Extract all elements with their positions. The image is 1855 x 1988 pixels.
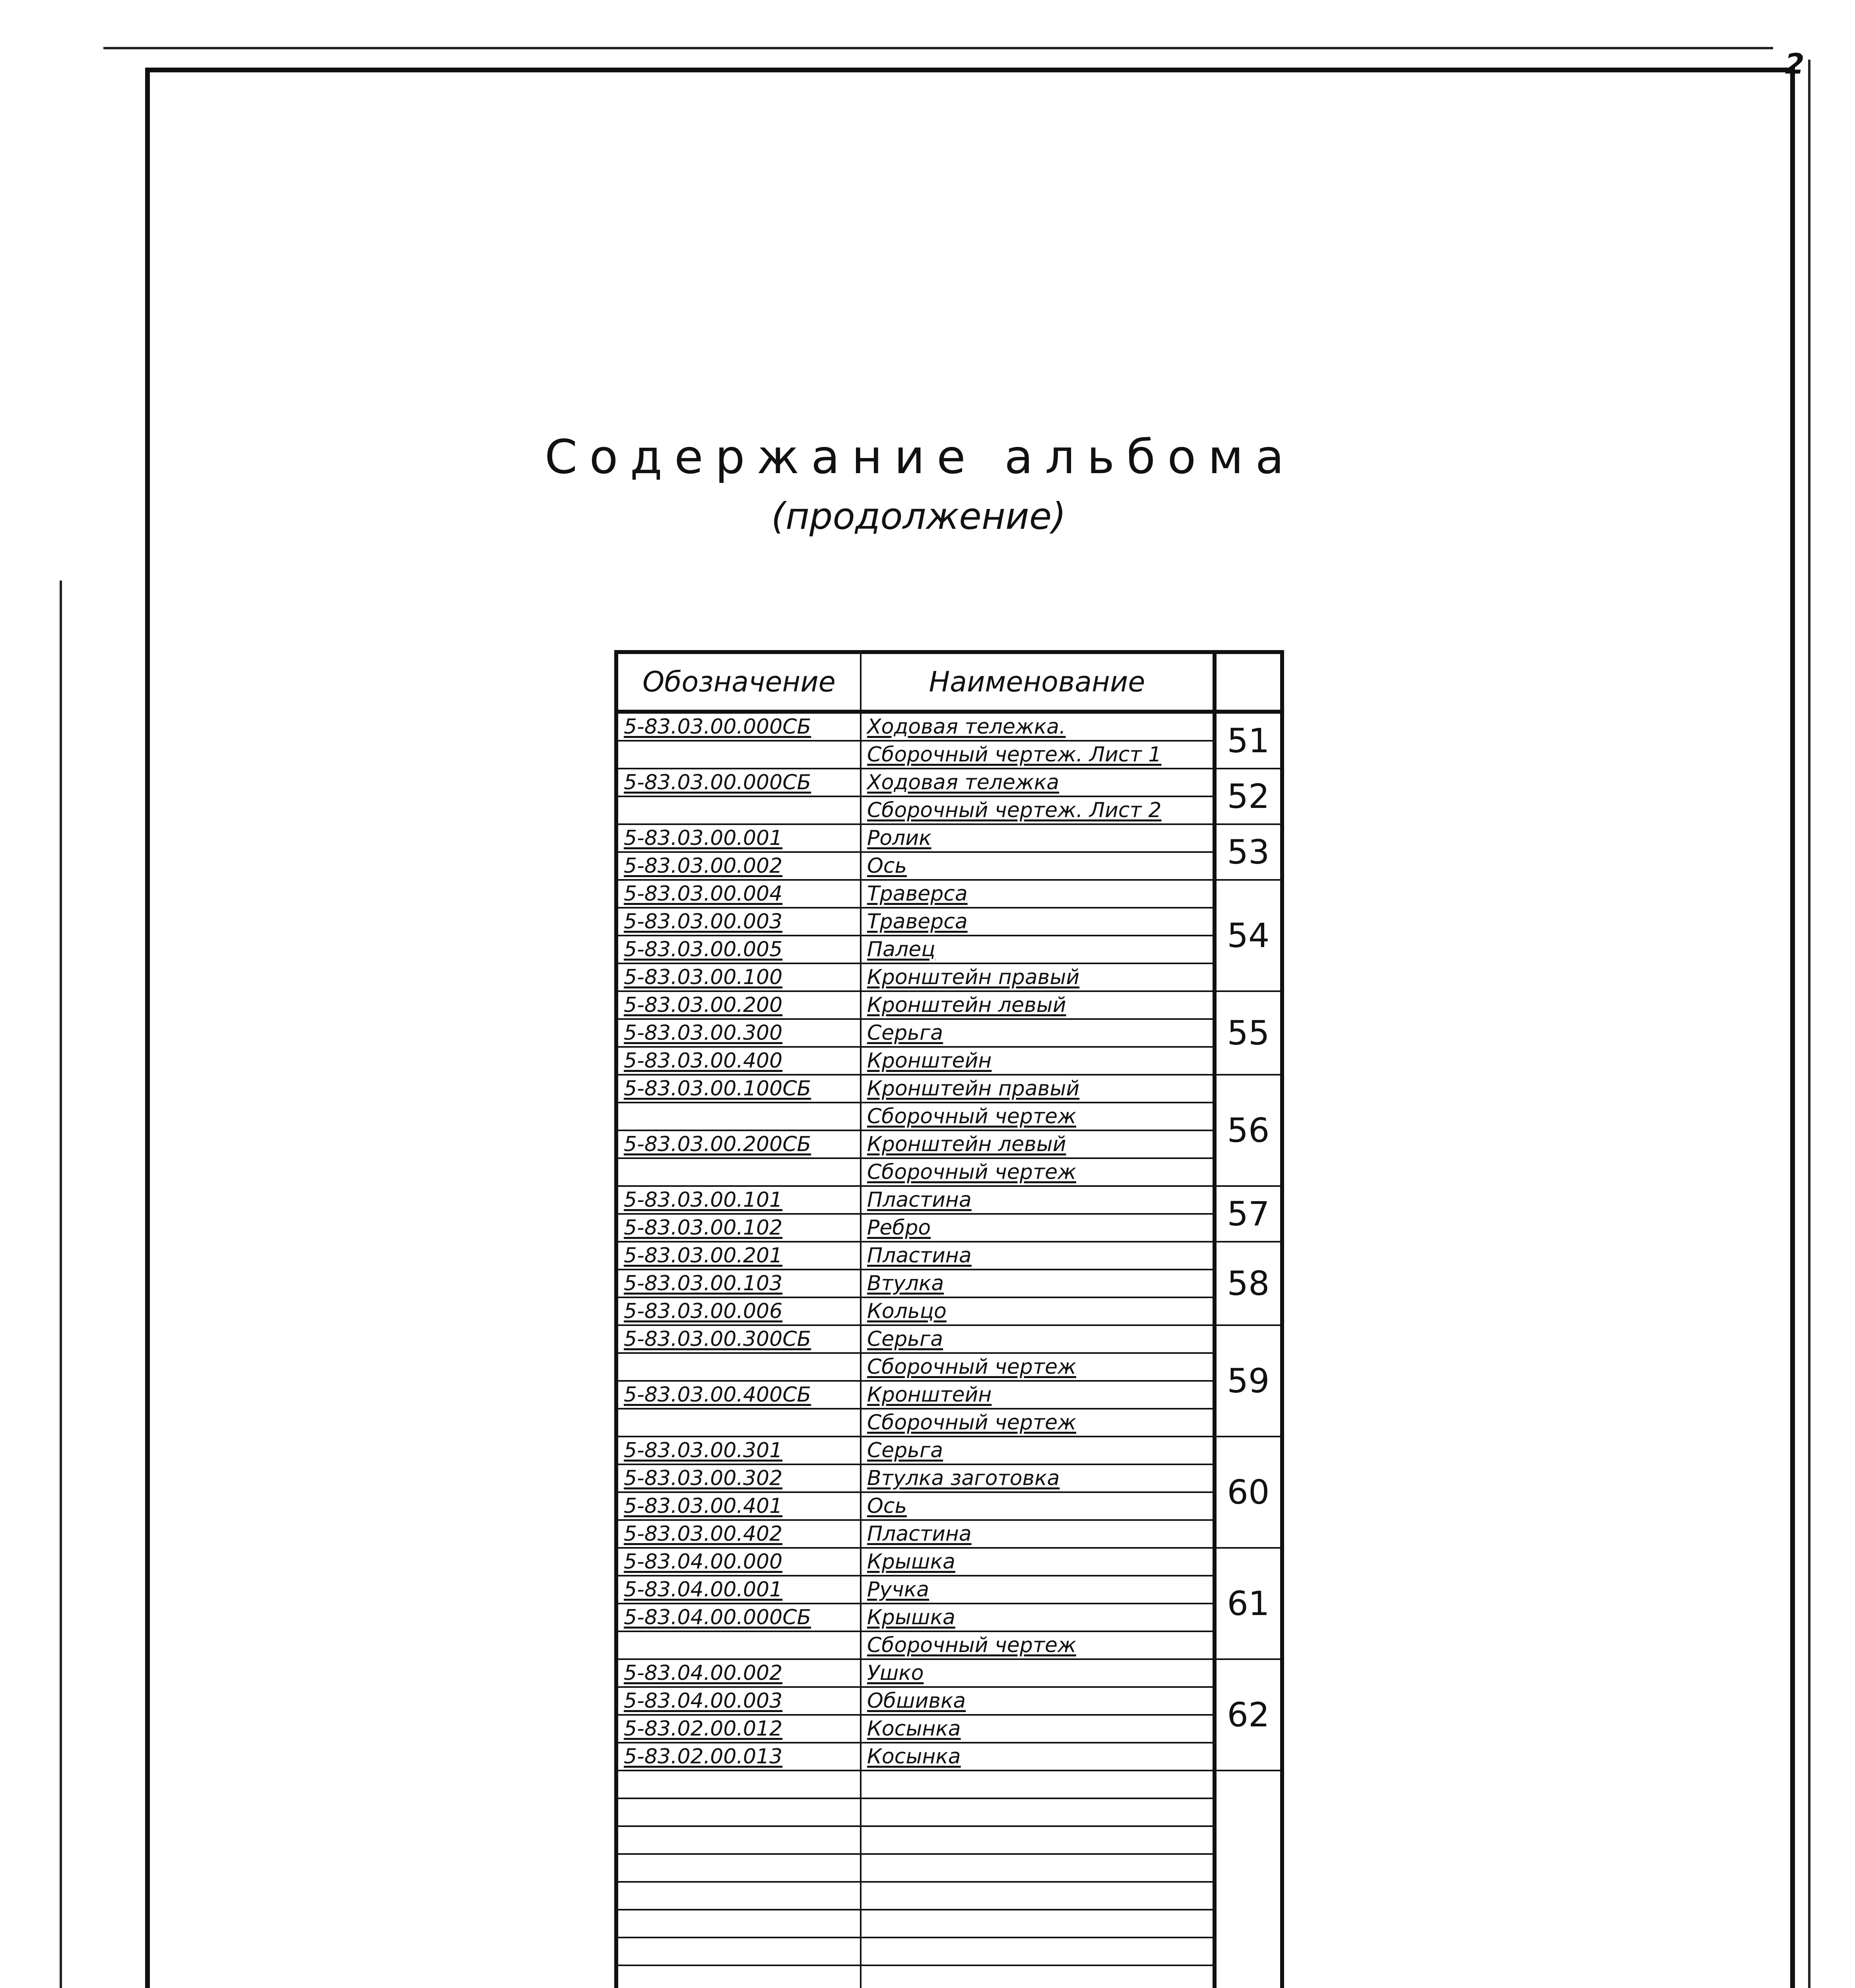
empty-cell <box>616 1798 861 1826</box>
row-sheet-number: 53 <box>1215 824 1282 880</box>
row-sheet-number: 51 <box>1215 712 1282 769</box>
empty-cell <box>861 1965 1215 1988</box>
table-row <box>616 824 1282 852</box>
table-row <box>616 1019 1282 1047</box>
table-row <box>616 1325 1282 1353</box>
row-name: Сборочный чертеж <box>861 1103 1215 1130</box>
row-sheet-number: 59 <box>1215 1325 1282 1437</box>
row-sheet-number: 58 <box>1215 1242 1282 1325</box>
row-name: Сборочный чертеж. Лист 2 <box>861 796 1215 824</box>
row-name: Ролик <box>861 824 1215 852</box>
empty-sheet-cell <box>1215 1771 1282 1988</box>
table-row <box>616 712 1282 741</box>
row-designation <box>616 796 861 824</box>
empty-row <box>616 1910 1282 1938</box>
top-edge-line <box>103 47 1773 49</box>
empty-row <box>616 1826 1282 1854</box>
table-row <box>616 1437 1282 1464</box>
table-row <box>616 1186 1282 1214</box>
empty-cell <box>861 1854 1215 1882</box>
table-row <box>616 1464 1282 1492</box>
row-name: Пластина <box>861 1520 1215 1548</box>
empty-cell <box>616 1882 861 1910</box>
table-row <box>616 991 1282 1019</box>
row-designation: 5-83.03.00.001 <box>616 824 861 852</box>
row-sheet-number: 56 <box>1215 1075 1282 1186</box>
row-designation: 5-83.03.00.100 <box>616 963 861 991</box>
album-subtitle: (продолжение) <box>771 495 1066 538</box>
row-designation: 5-83.03.00.402 <box>616 1520 861 1548</box>
row-sheet-number: 55 <box>1215 991 1282 1075</box>
table-row <box>616 1492 1282 1520</box>
right-edge-line <box>1808 60 1810 1988</box>
row-name: Кронштейн правый <box>861 963 1215 991</box>
row-name: Сборочный чертеж <box>861 1631 1215 1659</box>
header-name: Наименование <box>861 652 1215 712</box>
row-designation: 5-83.03.00.003 <box>616 908 861 936</box>
row-name: Крышка <box>861 1604 1215 1631</box>
row-sheet-number: 54 <box>1215 880 1282 991</box>
table-row <box>616 1604 1282 1631</box>
empty-cell <box>616 1826 861 1854</box>
row-name: Палец <box>861 936 1215 963</box>
empty-cell <box>861 1938 1215 1965</box>
row-designation: 5-83.02.00.013 <box>616 1743 861 1771</box>
row-designation <box>616 741 861 769</box>
table-header-row <box>616 652 1282 712</box>
table-row <box>616 1075 1282 1103</box>
table-row <box>616 1242 1282 1270</box>
row-name: Кронштейн левый <box>861 1130 1215 1158</box>
row-designation: 5-83.03.00.100СБ <box>616 1075 861 1103</box>
row-name: Траверса <box>861 908 1215 936</box>
row-name: Крышка <box>861 1548 1215 1576</box>
row-designation: 5-83.03.00.005 <box>616 936 861 963</box>
row-designation: 5-83.03.00.301 <box>616 1437 861 1464</box>
table-row <box>616 1381 1282 1409</box>
row-designation: 5-83.03.00.300 <box>616 1019 861 1047</box>
row-sheet-number: 57 <box>1215 1186 1282 1242</box>
table-row <box>616 1047 1282 1075</box>
row-name: Кольцо <box>861 1297 1215 1325</box>
row-designation: 5-83.04.00.000СБ <box>616 1604 861 1631</box>
row-designation <box>616 1353 861 1381</box>
empty-cell <box>861 1826 1215 1854</box>
table-row <box>616 908 1282 936</box>
row-designation: 5-83.03.00.006 <box>616 1297 861 1325</box>
table-row <box>616 1548 1282 1576</box>
header-designation: Обозначение <box>616 652 861 712</box>
empty-cell <box>861 1882 1215 1910</box>
empty-cell <box>861 1798 1215 1826</box>
table-row <box>616 1687 1282 1715</box>
contents-table <box>614 650 1284 1988</box>
row-designation: 5-83.03.00.400СБ <box>616 1381 861 1409</box>
row-designation: 5-83.03.00.200 <box>616 991 861 1019</box>
row-name: Ушко <box>861 1659 1215 1687</box>
table-row <box>616 1353 1282 1381</box>
table-row <box>616 963 1282 991</box>
header-sheet <box>1215 652 1282 712</box>
table-row <box>616 769 1282 796</box>
row-sheet-number: 61 <box>1215 1548 1282 1659</box>
table-row <box>616 880 1282 908</box>
table-row <box>616 1659 1282 1687</box>
row-designation: 5-83.03.00.002 <box>616 852 861 880</box>
table-row <box>616 852 1282 880</box>
empty-row <box>616 1938 1282 1965</box>
empty-cell <box>616 1965 861 1988</box>
page-number: 2 <box>1785 48 1805 80</box>
table-row <box>616 1130 1282 1158</box>
empty-cell <box>616 1910 861 1938</box>
empty-cell <box>616 1771 861 1798</box>
row-name: Пластина <box>861 1242 1215 1270</box>
row-designation: 5-83.03.00.103 <box>616 1270 861 1297</box>
row-name: Серьга <box>861 1019 1215 1047</box>
table-row <box>616 1409 1282 1437</box>
row-name: Ребро <box>861 1214 1215 1242</box>
row-name: Кронштейн <box>861 1381 1215 1409</box>
row-designation: 5-83.02.00.012 <box>616 1715 861 1743</box>
row-name: Ходовая тележка. <box>861 712 1215 741</box>
row-designation: 5-83.03.00.200СБ <box>616 1130 861 1158</box>
table-row <box>616 1631 1282 1659</box>
left-edge-line <box>60 580 62 1988</box>
row-name: Ручка <box>861 1576 1215 1604</box>
empty-row <box>616 1771 1282 1798</box>
row-name: Серьга <box>861 1325 1215 1353</box>
row-name: Сборочный чертеж <box>861 1409 1215 1437</box>
row-designation: 5-83.04.00.003 <box>616 1687 861 1715</box>
row-designation: 5-83.03.00.101 <box>616 1186 861 1214</box>
table-row <box>616 1158 1282 1186</box>
row-name: Ходовая тележка <box>861 769 1215 796</box>
row-designation: 5-83.04.00.000 <box>616 1548 861 1576</box>
row-designation: 5-83.04.00.001 <box>616 1576 861 1604</box>
row-name: Пластина <box>861 1186 1215 1214</box>
empty-cell <box>616 1938 861 1965</box>
table-row <box>616 1520 1282 1548</box>
row-name: Сборочный чертеж <box>861 1353 1215 1381</box>
row-designation <box>616 1409 861 1437</box>
row-name: Сборочный чертеж. Лист 1 <box>861 741 1215 769</box>
empty-cell <box>861 1910 1215 1938</box>
row-designation: 5-83.04.00.002 <box>616 1659 861 1687</box>
row-name: Серьга <box>861 1437 1215 1464</box>
table-row <box>616 1103 1282 1130</box>
row-name: Кронштейн правый <box>861 1075 1215 1103</box>
table-row <box>616 936 1282 963</box>
empty-row <box>616 1798 1282 1826</box>
row-designation: 5-83.03.00.004 <box>616 880 861 908</box>
row-designation <box>616 1631 861 1659</box>
row-name: Косынка <box>861 1743 1215 1771</box>
row-designation <box>616 1158 861 1186</box>
row-designation: 5-83.03.00.000СБ <box>616 769 861 796</box>
row-name: Сборочный чертеж <box>861 1158 1215 1186</box>
row-name: Кронштейн <box>861 1047 1215 1075</box>
table-row <box>616 796 1282 824</box>
row-name: Ось <box>861 852 1215 880</box>
empty-cell <box>861 1771 1215 1798</box>
row-designation: 5-83.03.00.201 <box>616 1242 861 1270</box>
row-designation: 5-83.03.00.400 <box>616 1047 861 1075</box>
empty-row <box>616 1965 1282 1988</box>
row-name: Втулка <box>861 1270 1215 1297</box>
row-designation: 5-83.03.00.401 <box>616 1492 861 1520</box>
empty-cell <box>616 1854 861 1882</box>
row-name: Кронштейн левый <box>861 991 1215 1019</box>
table-row <box>616 1715 1282 1743</box>
row-designation: 5-83.03.00.300СБ <box>616 1325 861 1353</box>
row-name: Косынка <box>861 1715 1215 1743</box>
row-designation: 5-83.03.00.000СБ <box>616 712 861 741</box>
row-name: Обшивка <box>861 1687 1215 1715</box>
table-row <box>616 1743 1282 1771</box>
row-designation <box>616 1103 861 1130</box>
row-sheet-number: 62 <box>1215 1659 1282 1771</box>
table-row <box>616 1270 1282 1297</box>
row-name: Втулка заготовка <box>861 1464 1215 1492</box>
table-row <box>616 1214 1282 1242</box>
row-name: Ось <box>861 1492 1215 1520</box>
empty-row <box>616 1854 1282 1882</box>
row-sheet-number: 60 <box>1215 1437 1282 1548</box>
row-sheet-number: 52 <box>1215 769 1282 824</box>
row-designation: 5-83.03.00.302 <box>616 1464 861 1492</box>
row-designation: 5-83.03.00.102 <box>616 1214 861 1242</box>
table-row <box>616 1576 1282 1604</box>
empty-row <box>616 1882 1282 1910</box>
album-title: Содержание альбома <box>545 429 1296 484</box>
row-name: Траверса <box>861 880 1215 908</box>
table-row <box>616 741 1282 769</box>
table-body <box>616 712 1282 1988</box>
table-row <box>616 1297 1282 1325</box>
